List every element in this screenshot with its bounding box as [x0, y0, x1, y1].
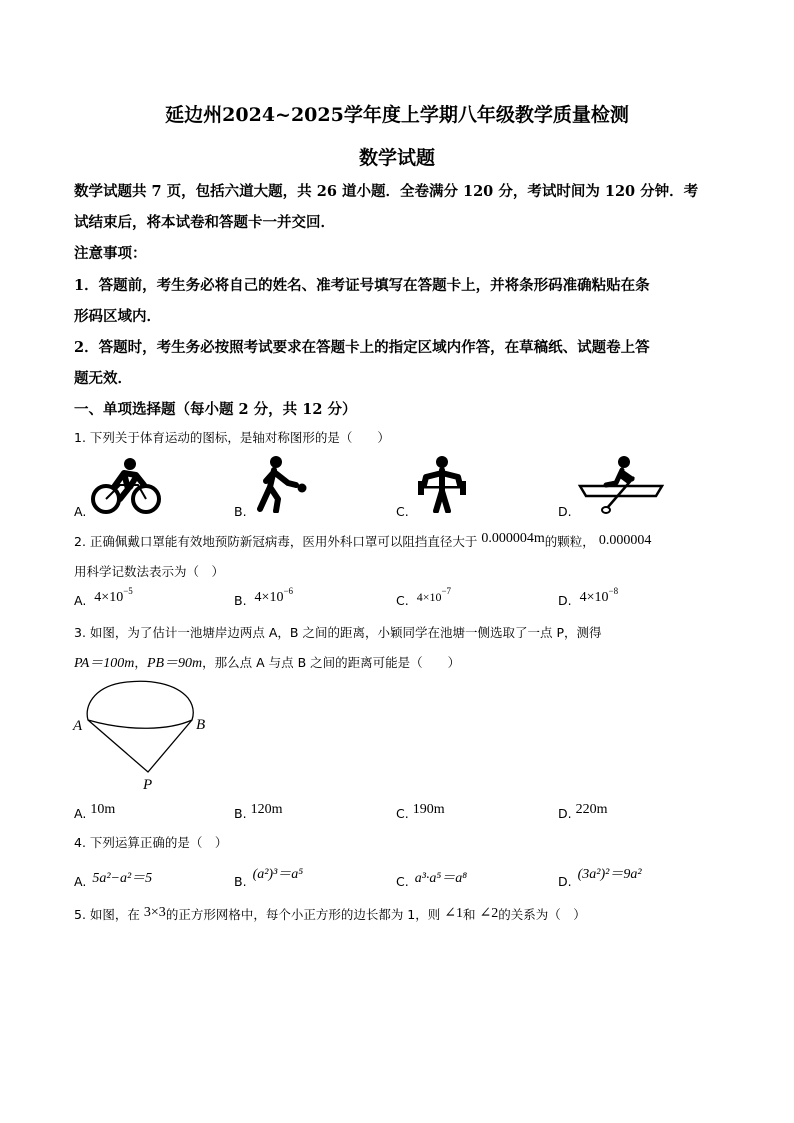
intro-line-2: 试结束后，将本试卷和答题卡一并交回． — [74, 214, 335, 231]
point-b-label: B — [196, 717, 206, 733]
q3-option-c-label: C. — [396, 806, 409, 821]
q2-stem-part-1: 2. 正确佩戴口罩能有效地预防新冠病毒，医用外科口罩可以阻挡直径大于 — [74, 534, 478, 549]
q3-stem-rest: ，那么点 A 与点 B 之间的距离可能是（ ） — [202, 655, 461, 670]
q2-option-c-exp: −7 — [441, 586, 452, 596]
q3-pa: PA＝100m — [74, 656, 135, 671]
q3-option-b-value: 120m — [250, 802, 283, 817]
q2-option-b-exp: −6 — [283, 586, 294, 596]
section-1-title: 一、单项选择题（每小题 2 分，共 12 分） — [74, 401, 357, 418]
cycling-icon — [90, 457, 164, 515]
shot-put-icon — [252, 455, 308, 513]
page-title: 延边州2024~2025学年度上学期八年级教学质量检测 — [165, 104, 629, 126]
q4-option-c-expr: a³·a⁵＝a⁸ — [414, 871, 468, 886]
q1-option-a-label: A. — [74, 504, 87, 519]
q2-option-c — [396, 586, 452, 609]
q3-pb: PB＝90m — [146, 656, 203, 671]
q2-stem-line-1 — [74, 532, 651, 551]
q2-option-b — [234, 586, 294, 610]
q2-option-c-label: C. — [396, 593, 409, 608]
point-a-label: A — [73, 718, 83, 734]
q1-option-b-label: B. — [234, 504, 247, 519]
intro-line-1: 数学试题共 7 页，包括六道大题，共 26 道小题．全卷满分 120 分，考试时间为 120 分钟．考 — [74, 183, 699, 200]
q3-option-b-label: B. — [234, 806, 247, 821]
q5-angle-2: ∠2 — [479, 906, 499, 921]
q4-option-c — [396, 871, 467, 891]
q2-option-a-base: 4×10 — [94, 590, 124, 605]
q4-option-d-expr: (3a²)²＝9a² — [577, 867, 642, 882]
q2-option-c-value — [416, 586, 452, 604]
q5-angle-1: ∠1 — [444, 906, 463, 921]
q5-stem-part-3: 的关系为（ ） — [498, 907, 586, 922]
q2-option-d-exp: −8 — [608, 586, 619, 596]
q2-option-a — [74, 586, 133, 610]
q2-option-b-base: 4×10 — [254, 590, 284, 605]
note-1-line-2: 形码区域内． — [74, 308, 161, 325]
weightlifting-icon — [414, 455, 470, 513]
q5-stem — [74, 905, 586, 924]
q3-option-c-value: 190m — [412, 802, 445, 817]
q4-option-a — [74, 871, 152, 891]
q4-option-b-expr: (a²)³＝a⁵ — [252, 867, 304, 882]
q2-option-a-label: A. — [74, 593, 87, 608]
q3-stem-line-1: 3. 如图，为了估计一池塘岸边两点 A，B 之间的距离，小颖同学在池塘一侧选取了一点 P，测得 — [74, 625, 602, 640]
notice-title: 注意事项： — [74, 245, 147, 262]
q2-stem-line-2: 用科学记数法表示为（ ） — [74, 564, 225, 579]
note-2-line-2: 题无效． — [74, 370, 132, 387]
q1-option-d-label: D. — [558, 504, 572, 519]
q5-and: 和 — [462, 907, 476, 922]
q2-option-c-base: 4×10 — [416, 590, 442, 604]
q2-option-a-exp: −5 — [123, 586, 133, 596]
q4-option-a-label: A. — [74, 874, 87, 889]
q4-option-c-label: C. — [396, 874, 409, 889]
note-1-line-1: 1．答题前，考生务必将自己的姓名、准考证号填写在答题卡上，并将条形码准确粘贴在条 — [74, 277, 650, 294]
q3-option-a — [74, 802, 116, 823]
q4-option-a-expr: 5a²−a²＝5 — [92, 871, 153, 886]
q2-option-d-base: 4×10 — [579, 590, 609, 605]
q2-option-a-value — [94, 586, 133, 605]
q4-option-d-label: D. — [558, 874, 572, 889]
q3-option-c — [396, 802, 445, 823]
point-p-label: P — [143, 777, 153, 793]
q3-option-d-label: D. — [558, 806, 572, 821]
q3-sep: ， — [134, 655, 147, 670]
q3-option-a-value: 10m — [90, 802, 116, 817]
q5-grid: 3×3 — [143, 905, 166, 920]
q2-option-d-label: D. — [558, 593, 572, 608]
q3-option-d — [558, 802, 608, 823]
q4-option-d — [558, 867, 642, 891]
q2-stem-part-2: 的颗粒， — [544, 534, 595, 549]
q4-option-b-label: B. — [234, 874, 247, 889]
q1-stem: 1. 下列关于体育运动的图标，是轴对称图形的是（ ） — [74, 430, 390, 445]
q4-stem: 4. 下列运算正确的是（ ） — [74, 835, 228, 850]
q4-option-b — [234, 867, 304, 891]
rowing-icon — [576, 455, 664, 515]
q3-option-a-label: A. — [74, 806, 87, 821]
q2-option-b-label: B. — [234, 593, 247, 608]
q3-option-b — [234, 802, 283, 823]
pond-outline — [87, 681, 193, 728]
pond-figure — [70, 676, 220, 796]
q2-stem-value-2: 0.000004 — [598, 533, 652, 548]
note-2-line-1: 2．答题时，考生务必按照考试要求在答题卡上的指定区域内作答，在草稿纸、试题卷上答 — [74, 339, 650, 356]
q1-option-c-label: C. — [396, 504, 409, 519]
q3-option-d-value: 220m — [575, 802, 608, 817]
q2-option-b-value — [254, 586, 294, 605]
q5-stem-part-2: 的正方形网格中，每个小正方形的边长都为 1，则 — [165, 907, 441, 922]
q3-stem-line-2 — [74, 652, 460, 672]
q2-stem-value: 0.000004m — [481, 531, 545, 546]
q5-stem-part-1: 5. 如图，在 — [74, 907, 140, 922]
q2-option-d-value — [579, 586, 619, 605]
q2-option-d — [558, 586, 619, 610]
page-subtitle: 数学试题 — [358, 147, 435, 169]
